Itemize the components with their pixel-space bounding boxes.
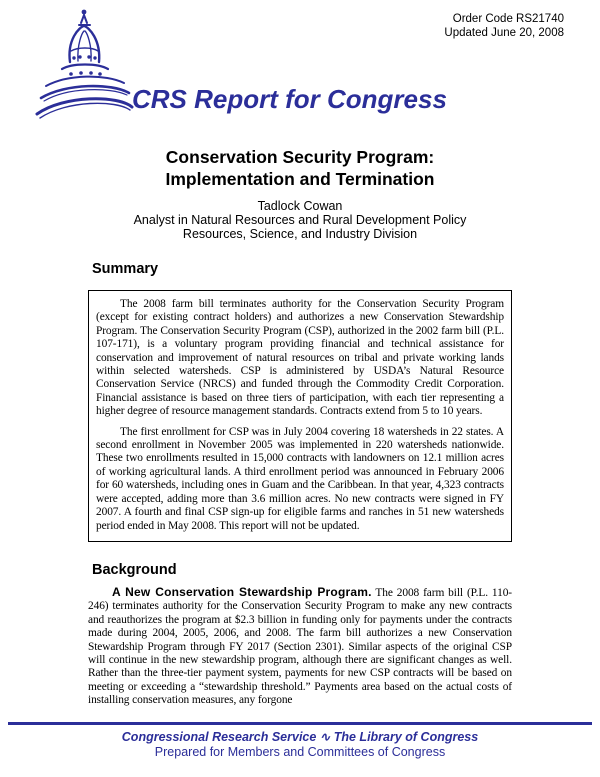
summary-paragraph-2: The first enrollment for CSP was in July 2004 covering 18 watersheds in 22 states. A second enrollment in November 2005 was implemented in 220 watersheds nationwide. These two enrollments resulted in 15,000 contracts with landowners on 12.1 million acres of working agricultural lands. A third enrollment period was announced in February 2006 for 60 watersheds, including ones in Guam and the Caribbean. In that year, 4,323 contracts were accepted, adding more than 3.6 million acres. No new contracts were signed in FY 2007. A fourth and final CSP sign-up for eligible farms and ranches in 51 new watersheds period ended in May 2008. This report will not be updated.: [96, 425, 504, 532]
background-body-text: The 2008 farm bill (P.L. 110-246) terminates authority for the Conservation Security Program to make any new contracts and reauthorizes the program at $2.3 billion in funding only for payments under the contracts made during 2004, 2005, 2006, and 2008. The farm bill authorizes a new Conservation Stewardship Program through FY 2017 (Section 2301). Similar aspects of the original CSP will continue in the new stewardship program, although there are significant changes as well. Rather than the three-tier payment system, payments for new CSP contracts will be based on meeting or exceeding a “stewardship threshold.” Payments area based on the actual costs of installing conservation measures, any forgone: [88, 586, 512, 707]
capitol-dome-icon: [34, 6, 136, 126]
author-name: Tadlock Cowan: [257, 199, 343, 213]
report-title: [0, 146, 600, 190]
footer-rule: [8, 722, 592, 725]
author-division: Resources, Science, and Industry Division: [182, 227, 418, 241]
order-code: Order Code RS21740: [452, 13, 564, 25]
summary-box: [88, 290, 512, 542]
background-heading: Background: [92, 561, 177, 578]
report-header: [0, 0, 600, 132]
updated-date: Updated June 20, 2008: [444, 26, 564, 39]
byline: [0, 199, 600, 241]
page-footer: [0, 730, 600, 760]
report-title-line2: Implementation and Termination: [165, 169, 435, 189]
summary-heading: Summary: [92, 261, 159, 277]
background-lead-in: A New Conservation Stewardship Program.: [112, 584, 372, 599]
background-paragraph: [88, 586, 512, 708]
order-code-block: [444, 13, 564, 40]
crs-brand-title: CRS Report for Congress: [132, 84, 447, 114]
footer-crs-line: Congressional Research Service ∿ The Library of Congress: [121, 730, 479, 744]
author-role: Analyst in Natural Resources and Rural Development Policy: [133, 213, 467, 227]
report-title-line1: Conservation Security Program:: [165, 147, 435, 167]
footer-prepared-line: Prepared for Members and Committees of Congress: [154, 745, 446, 759]
summary-paragraph-1: The 2008 farm bill terminates authority for the Conservation Security Program (except for existing contract holders) and authorizes a new Conservation Stewardship Program. The Conservation Security Program (CSP), authorized in the 2002 farm bill (P.L. 107-171), is a voluntary program providing financial and technical assistance for conservation and improvement of natural resources on tribal and private working lands within selected watersheds. CSP is administered by USDA’s Natural Resource Conservation Service (NRCS) and funded through the Commodity Credit Corporation. Financial assistance is based on three tiers of participation, with each tier representing a higher degree of resource management standards. Contracts extend from 5 to 10 years.: [96, 298, 504, 418]
